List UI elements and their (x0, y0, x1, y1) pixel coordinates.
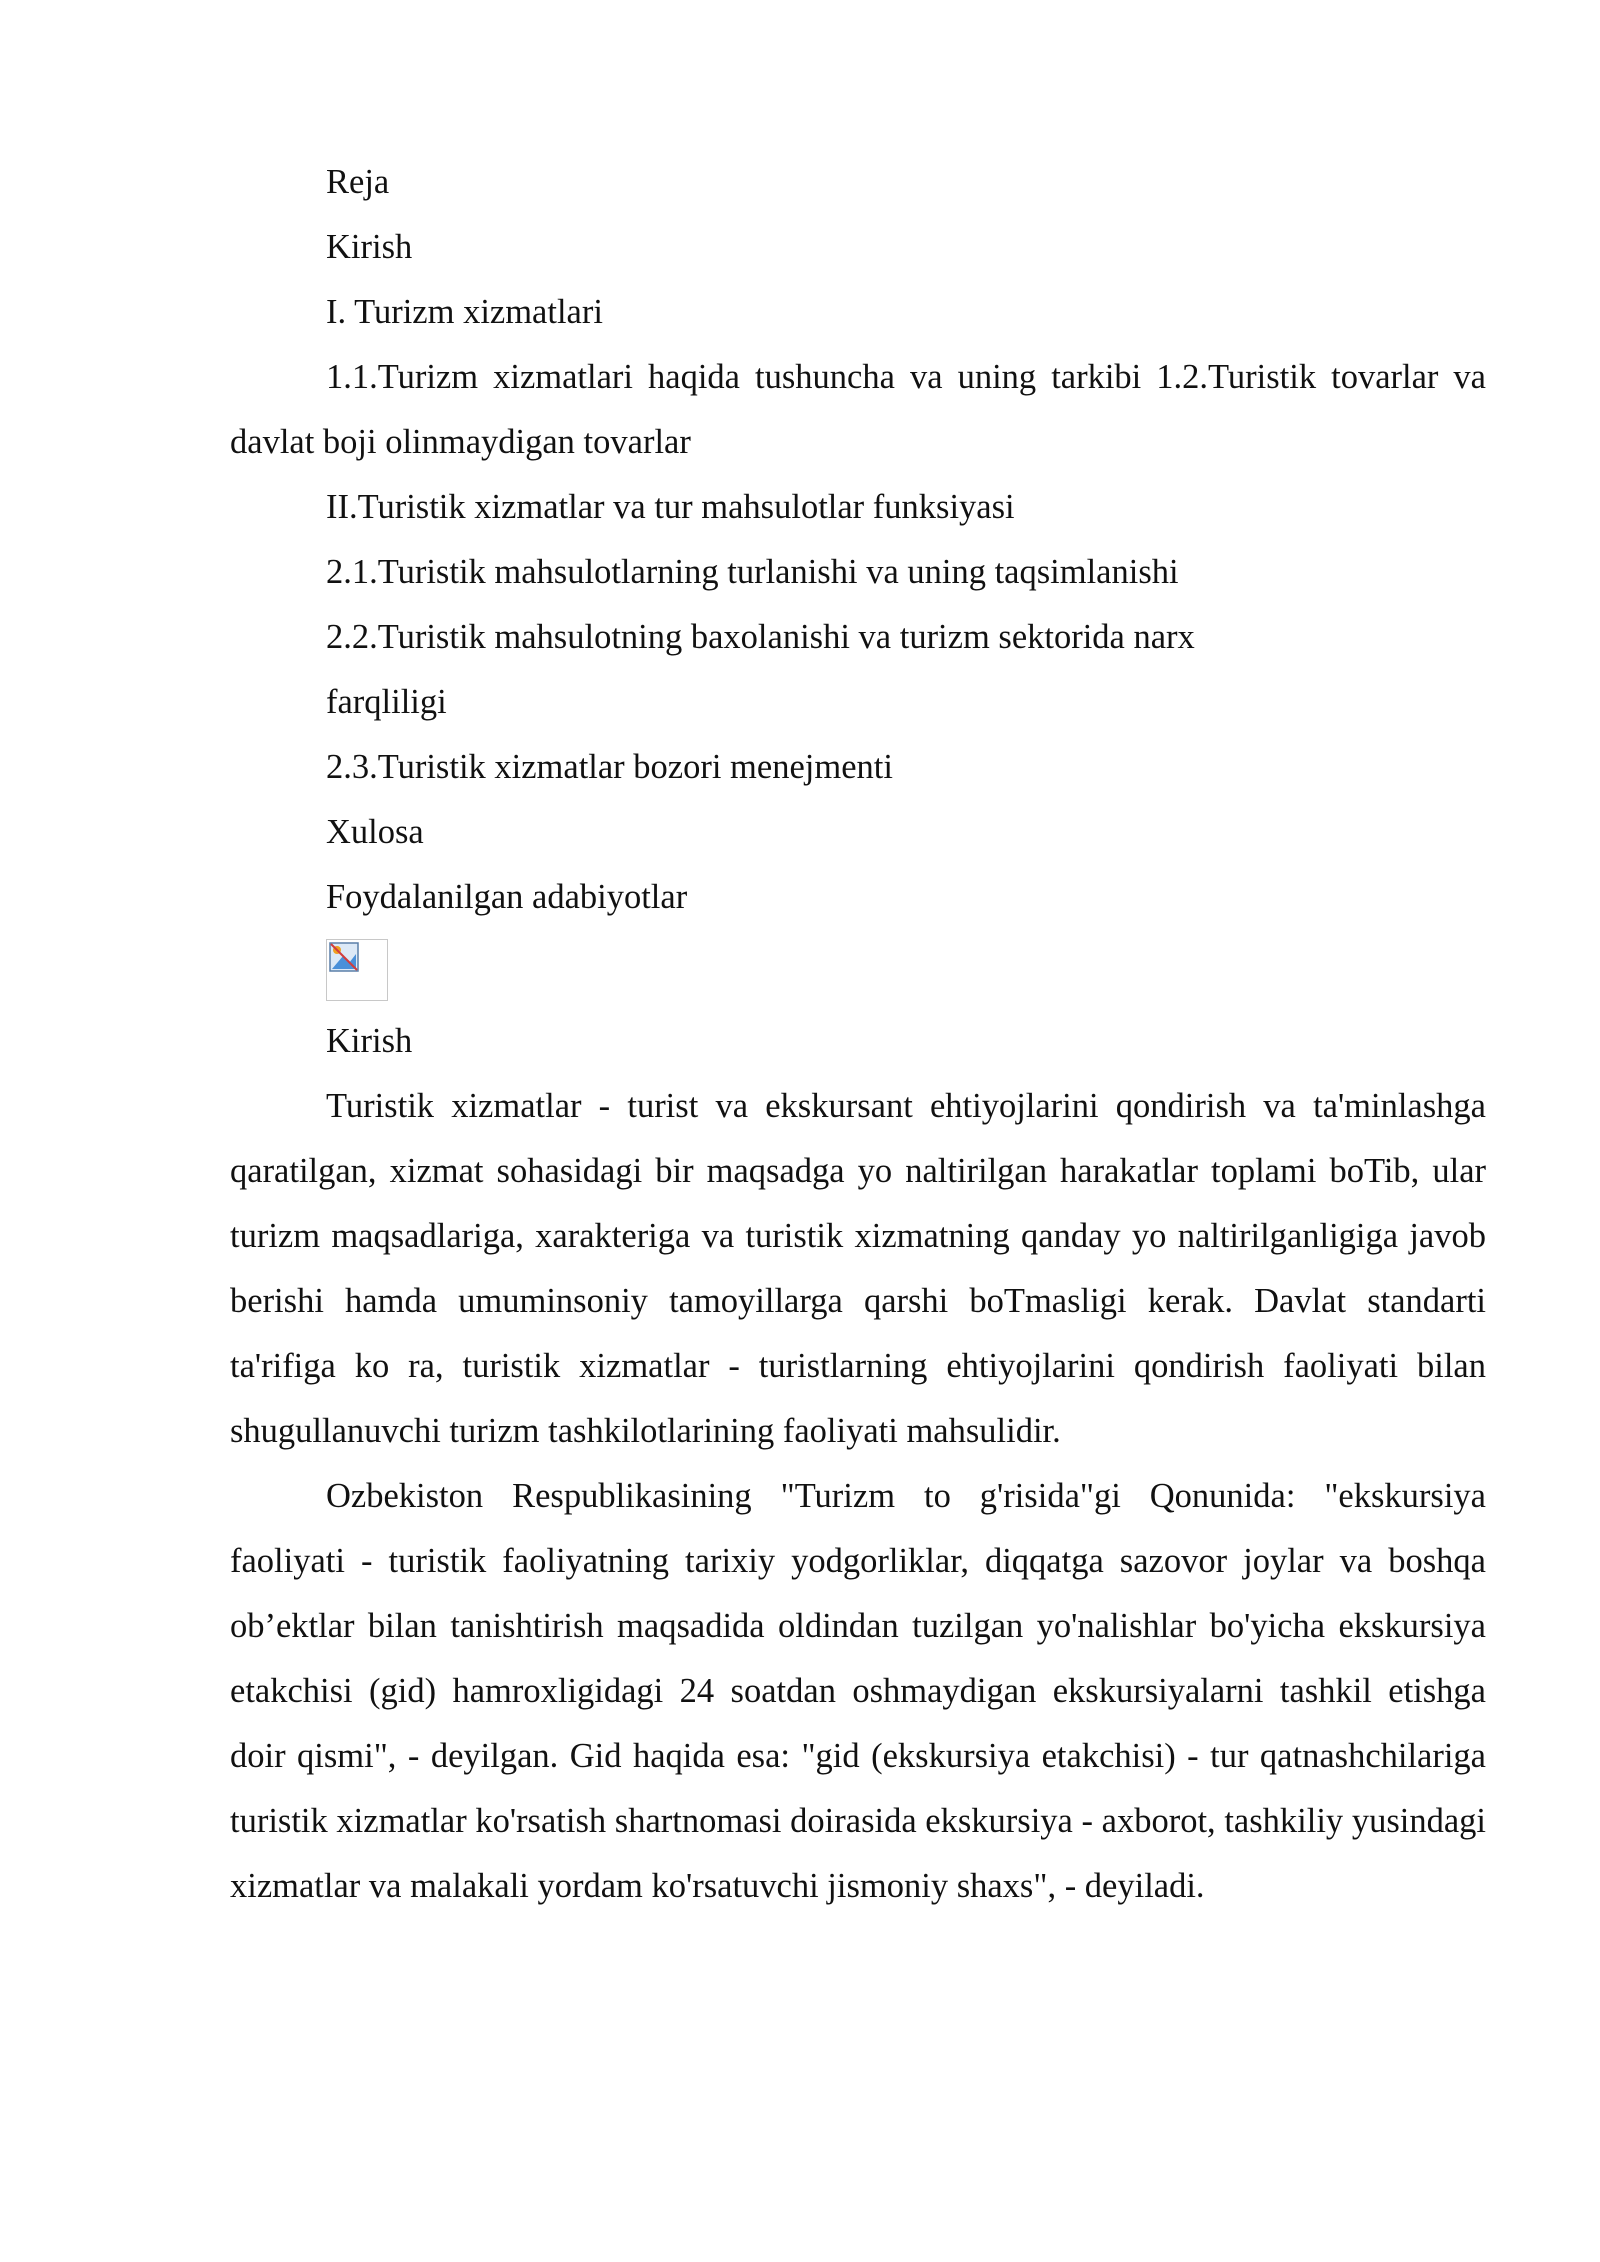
toc-item: II.Turistik xizmatlar va tur mahsulotlar funksiyasi (326, 488, 1015, 526)
toc-heading: Reja (326, 163, 390, 201)
toc-item: Xulosa (326, 813, 424, 851)
toc-item: I. Turizm xizmatlari (326, 293, 603, 331)
document-body (230, 150, 1486, 1919)
toc-item-continuation: farqliligi (326, 683, 447, 721)
toc-item: 2.1.Turistik mahsulotlarning turlanishi va uning taqsimlanishi (326, 553, 1179, 591)
broken-image-icon (326, 939, 388, 1001)
body-paragraph: Ozbekiston Respublikasining "Turizm to g'risida"gi Qonunida: "ekskursiya faoliyati - turistik faoliyatning tarixiy yodgorliklar, diqqatga sazovor joylar va boshqa ob’ektlar bilan tanishtirish maqsadida oldindan tuzilgan yo'nalishlar bo'yicha ekskursiya etakchisi (gid) hamroxligidagi 24 soatdan oshmaydigan ekskursiyalarni tashkil etishga doir qismi", - deyilgan. Gid haqida esa: "gid (ekskursiya etakchisi) - tur qatnashchilariga turistik xizmatlar ko'rsatish shartnomasi doirasida ekskursiya - axborot, tashkiliy yusindagi xizmatlar va malakali yordam ko'rsatuvchi jismoniy shaxs", - deyiladi. (230, 1477, 1486, 1905)
toc-item: Foydalanilgan adabiyotlar (326, 878, 688, 916)
toc-item: Kirish (326, 228, 413, 266)
toc-item: 2.2.Turistik mahsulotning baxolanishi va turizm sektorida narx (326, 618, 1195, 656)
broken-image-glyph (329, 942, 359, 972)
body-paragraph: Turistik xizmatlar - turist va ekskursant ehtiyojlarini qondirish va ta'minlashga qaratilgan, xizmat sohasidagi bir maqsadga yo naltirilgan harakatlar toplami boTib, ular turizm maqsadlariga, xarakteriga va turistik xizmatning qanday yo naltirilganligiga javob berishi hamda umuminsoniy tamoyillarga qarshi boTmasligi kerak. Davlat standarti ta'rifiga ko ra, turistik xizmatlar - turistlarning ehtiyojlarini qondirish faoliyati bilan shugullanuvchi turizm tashkilotlarining faoliyati mahsulidir. (230, 1087, 1486, 1450)
section-title: Kirish (326, 1022, 413, 1060)
toc-item-wrapped: 1.1.Turizm xizmatlari haqida tushuncha va uning tarkibi 1.2.Turistik tovarlar va davlat boji olinmaydigan tovarlar (230, 358, 1486, 461)
toc-item: 2.3.Turistik xizmatlar bozori menejmenti (326, 748, 893, 786)
